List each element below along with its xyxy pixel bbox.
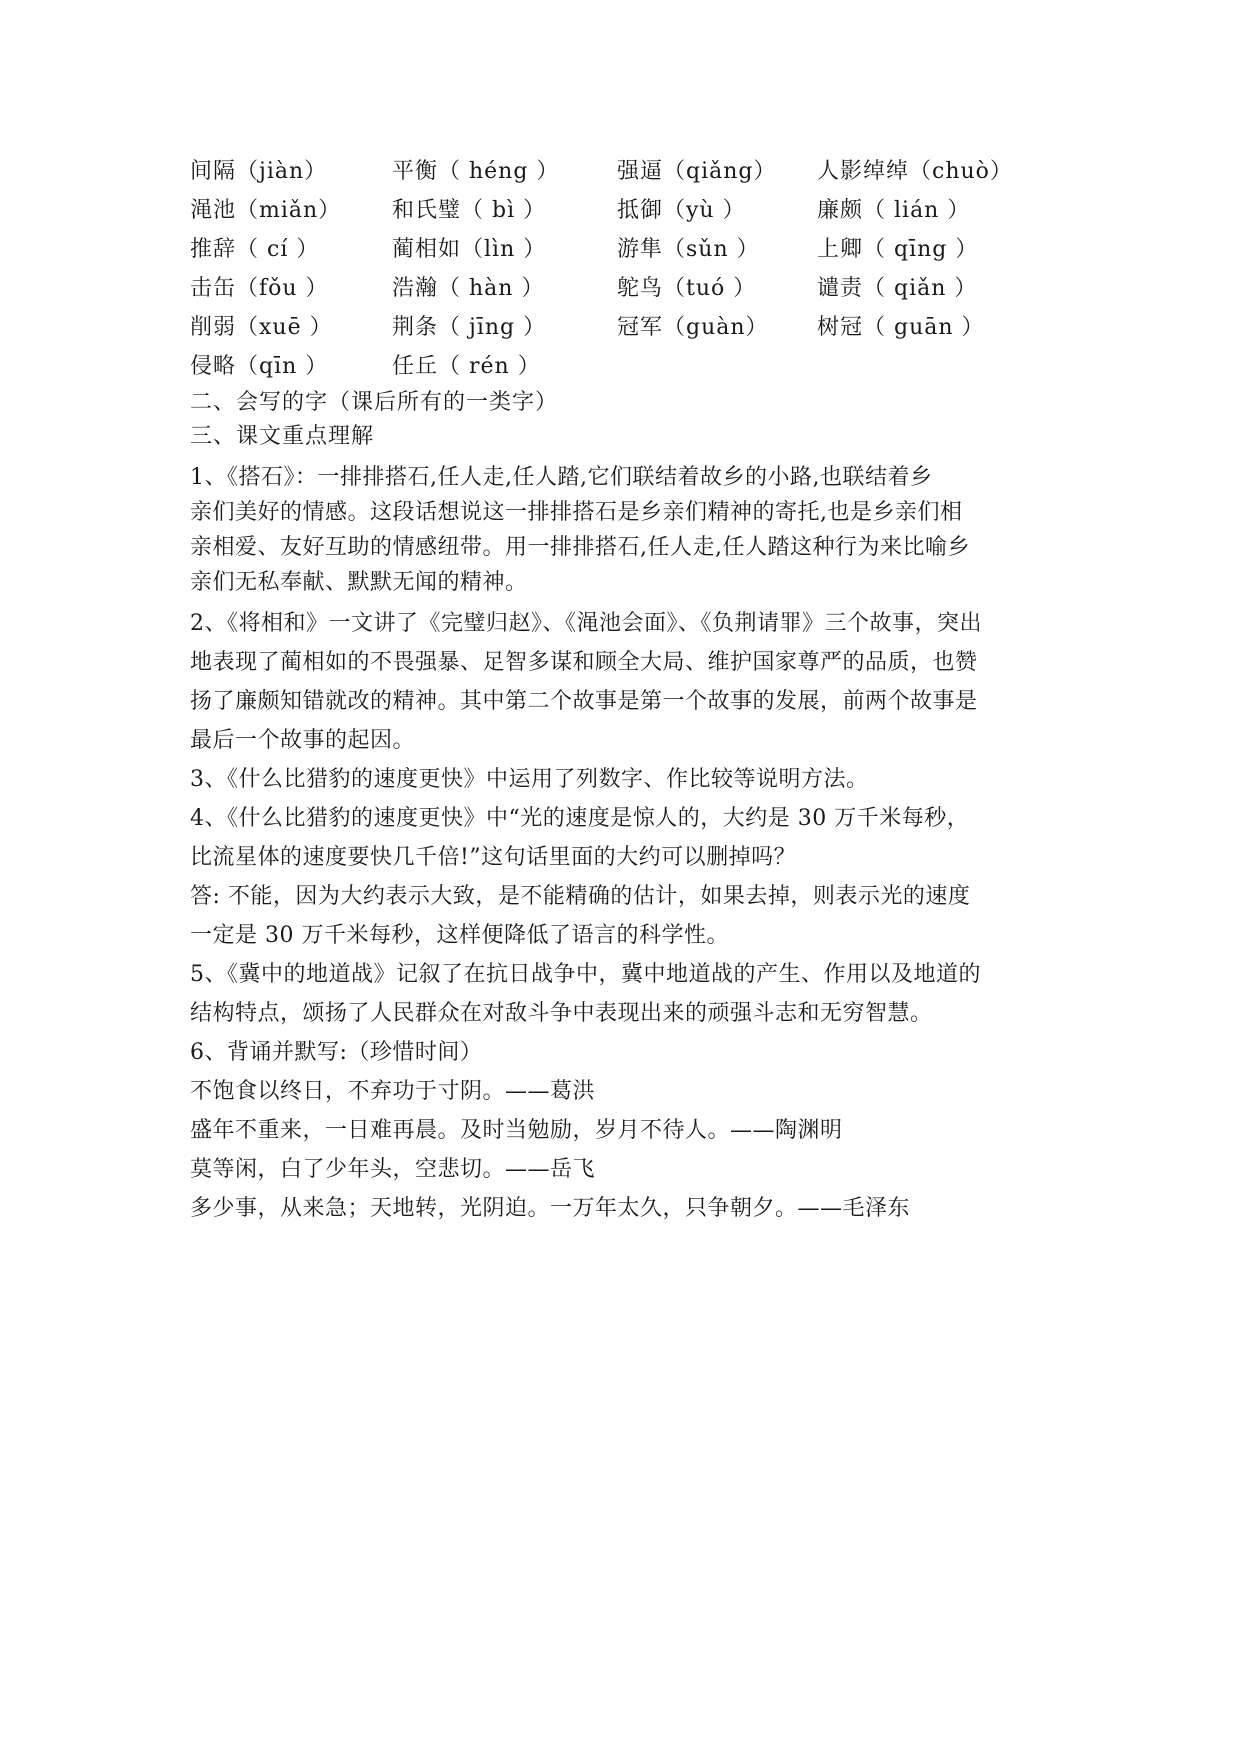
paragraph-line: 1、《搭石》：一排排搭石,任人走,任人踏,它们联结着故乡的小路,也联结着乡: [190, 465, 933, 490]
vocab-item: 推辞（ cí ）: [190, 237, 320, 262]
paragraph-line: 结构特点，颂扬了人民群众在对敌斗争中表现出来的顽强斗志和无穷智慧。: [190, 1001, 933, 1026]
poem-line: 盛年不重来，一日难再晨。及时当勉励，岁月不待人。——陶渊明: [190, 1118, 843, 1143]
paragraph-cheetah-methods: [190, 760, 1070, 799]
vocab-item: 击缶（fǒu ）: [190, 276, 329, 301]
section-heading-comprehension: 三、课文重点理解: [190, 424, 375, 449]
vocab-item: 树冠（ guān ）: [817, 315, 985, 340]
paragraph-line: 地表现了蔺相如的不畏强暴、足智多谋和顾全大局、维护国家尊严的品质，也赞: [190, 650, 978, 675]
paragraph-jiangxianghe: [190, 604, 1070, 760]
vocab-item: 蔺相如（lìn ）: [392, 237, 547, 262]
paragraph-line: 比流星体的速度要快几千倍!”这句话里面的大约可以删掉吗？: [190, 845, 797, 870]
vocab-item: 鸵鸟（tuó ）: [617, 276, 757, 301]
paragraph-line: 最后一个故事的起因。: [190, 728, 416, 753]
vocab-item: 冠军（guàn）: [617, 315, 769, 340]
vocab-item: 游隼（sǔn ）: [617, 237, 760, 262]
poem-line: 莫等闲，白了少年头，空悲切。——岳飞: [190, 1157, 596, 1182]
paragraph-line: 一定是 30 万千米每秒，这样便降低了语言的科学性。: [190, 923, 729, 948]
document-page: [190, 152, 1070, 1228]
paragraph-dashi: [190, 460, 1070, 600]
vocab-item: 浩瀚（ hàn ）: [392, 276, 545, 301]
paragraph-line: 亲们美好的情感。这段话想说这一排排搭石是乡亲们精神的寄托,也是乡亲们相: [190, 500, 963, 525]
paragraph-line: 亲们无私奉献、默默无闻的精神。: [190, 570, 528, 595]
paragraph-line: 4、《什么比猎豹的速度更快》中“光的速度是惊人的，大约是 30 万千米每秒，: [190, 806, 970, 831]
vocab-item: 强逼（qiǎng）: [617, 159, 777, 184]
vocab-item: 平衡（ héng ）: [392, 159, 560, 184]
poem-line: 多少事，从来急；天地转，光阴迫。一万年太久，只争朝夕。——毛泽东: [190, 1196, 911, 1221]
poem-line: 不饱食以终日，不弃功于寸阴。——葛洪: [190, 1079, 596, 1104]
paragraph-line: 5、《冀中的地道战》记叙了在抗日战争中，冀中地道战的产生、作用以及地道的: [190, 962, 981, 987]
paragraph-line: 6、背诵并默写:（珍惜时间）: [190, 1040, 483, 1065]
vocab-item: 间隔（jiàn）: [190, 159, 328, 184]
vocab-item: 侵略（qīn ）: [190, 354, 329, 379]
vocab-item: 廉颇（ lián ）: [817, 198, 971, 223]
paragraph-line: 扬了廉颇知错就改的精神。其中第二个故事是第一个故事的发展，前两个故事是: [190, 689, 978, 714]
vocab-item: 渑池（miǎn）: [190, 198, 342, 223]
vocab-item: 荆条（ jīng ）: [392, 315, 547, 340]
vocab-item: 人影绰绰（chuò）: [817, 159, 1013, 184]
vocab-item: 谴责（ qiǎn ）: [817, 276, 978, 301]
vocabulary-grid: [190, 152, 1070, 386]
paragraph-line: 3、《什么比猎豹的速度更快》中运用了列数字、作比较等说明方法。: [190, 767, 869, 792]
paragraph-cheetah-question: [190, 799, 1070, 877]
vocab-item: 削弱（xuē ）: [190, 315, 333, 340]
vocab-item: 和氏璧（ bì ）: [392, 198, 547, 223]
paragraph-tunnel-warfare: [190, 955, 1070, 1033]
section-heading-writing: 二、会写的字（课后所有的一类字）: [190, 390, 559, 415]
paragraph-line: 答: 不能，因为大约表示大致，是不能精确的估计，如果去掉，则表示光的速度: [190, 884, 971, 909]
paragraph-recitation: [190, 1033, 1070, 1228]
paragraph-line: 2、《将相和》一文讲了《完璧归赵》、《渑池会面》、《负荆请罪》三个故事，突出: [190, 611, 982, 636]
paragraph-answer: [190, 877, 1070, 955]
paragraph-line: 亲相爱、友好互助的情感纽带。用一排排搭石,任人走,任人踏这种行为来比喻乡: [190, 535, 970, 560]
vocab-item: 上卿（ qīng ）: [817, 237, 979, 262]
vocab-item: 抵御（yù ）: [617, 198, 746, 223]
vocab-item: 任丘（ rén ）: [392, 354, 541, 379]
